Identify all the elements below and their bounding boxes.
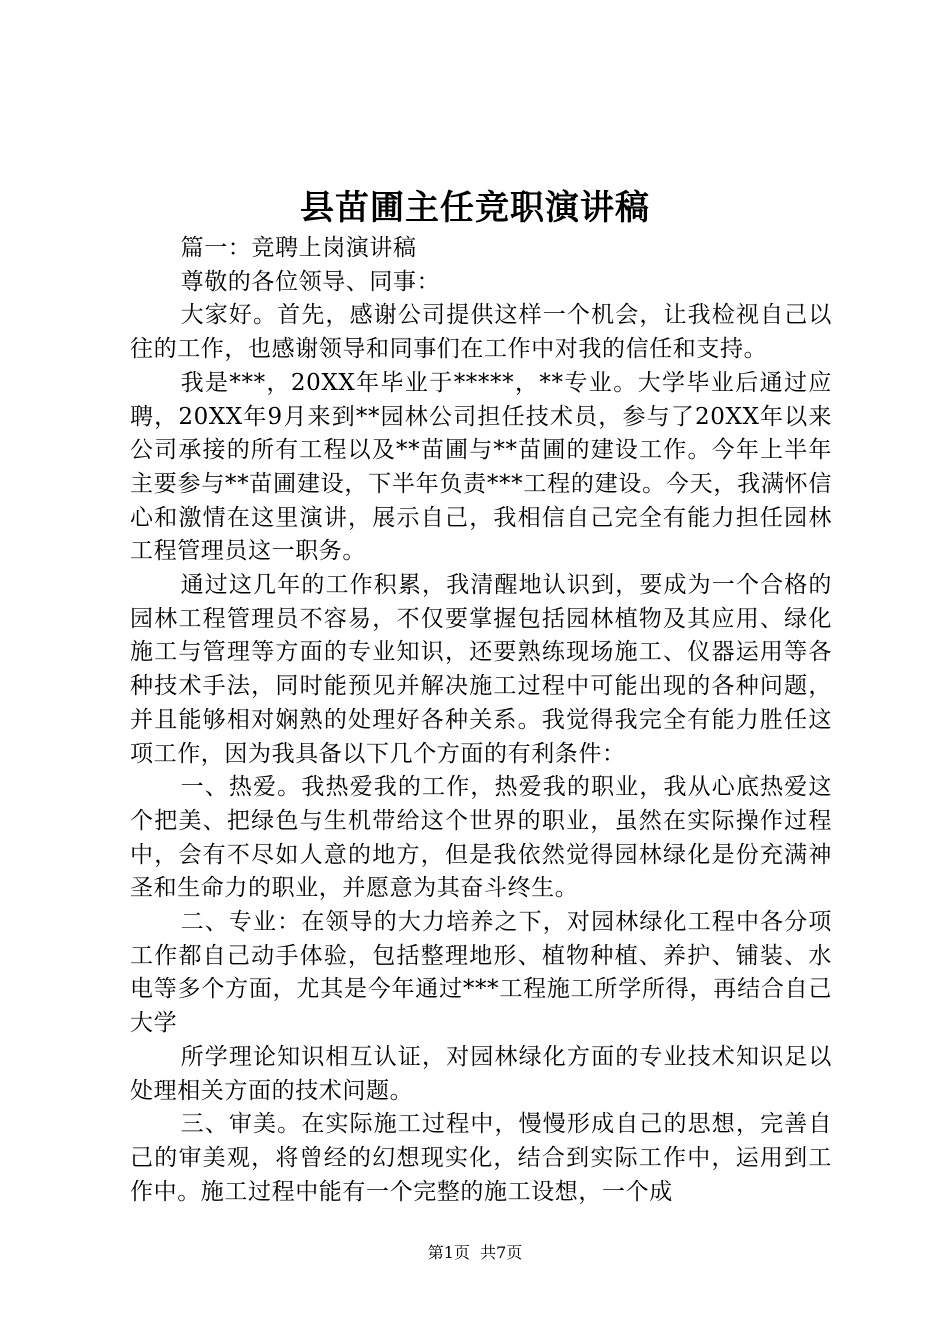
paragraph: 一、热爱。我热爱我的工作，热爱我的职业，我从心底热爱这个把美、把绿色与生机带给这个世界的职业，虽然在实际操作过程中，会有不尽如人意的地方，但是我依然觉得园林绿化是份充满神圣和生命力的职业，并愿意为其奋斗终生。 [130,774,832,902]
paragraph: 三、审美。在实际施工过程中，慢慢形成自己的思想，完善自己的审美观，将曾经的幻想现实化，结合到实际工作中，运用到工作中。施工过程中能有一个完整的施工设想，一个成 [130,1111,832,1205]
paragraph: 大家好。首先，感谢公司提供这样一个机会，让我检视自己以往的工作，也感谢领导和同事们在工作中对我的信任和支持。 [130,302,832,363]
paragraph: 通过这几年的工作积累，我清醒地认识到，要成为一个合格的园林工程管理员不容易，不仅要掌握包括园林植物及其应用、绿化施工与管理等方面的专业知识，还要熟练现场施工、仪器运用等各种技术手法，同时能预见并解决施工过程中可能出现的各种问题，并且能够相对娴熟的处理好各种关系。我觉得我完全有能力胜任这项工作，因为我具备以下几个方面的有利条件： [130,572,832,767]
paragraph: 我是***，20XX年毕业于*****，**专业。大学毕业后通过应聘，20XX年9月来到**园林公司担任技术员，参与了20XX年以来公司承接的所有工程以及**苗圃与**苗圃的建设工作。今年上半年主要参与**苗圃建设，下半年负责***工程的建设。今天，我满怀信心和激情在这里演讲，展示自己，我相信自己完全有能力担任园林工程管理员这一职务。 [130,369,832,565]
paragraph: 二、专业：在领导的大力培养之下，对园林绿化工程中各分项工作都自己动手体验，包括整理地形、植物种植、养护、铺装、水电等多个方面，尤其是今年通过***工程施工所学所得，再结合自己大学 [130,909,832,1037]
page-number: 第1页 [427,1243,470,1262]
paragraph-salutation: 尊敬的各位领导、同事： [180,268,441,295]
document-title: 县苗圃主任竞职演讲稿 [300,188,650,228]
page-footer [0,1242,950,1264]
paragraph: 所学理论知识相互认证，对园林绿化方面的专业技术知识足以处理相关方面的技术问题。 [130,1043,832,1104]
page-total: 共7页 [480,1243,523,1262]
document-body [130,232,832,1209]
paragraph-section-heading: 篇一：竞聘上岗演讲稿 [180,235,417,261]
